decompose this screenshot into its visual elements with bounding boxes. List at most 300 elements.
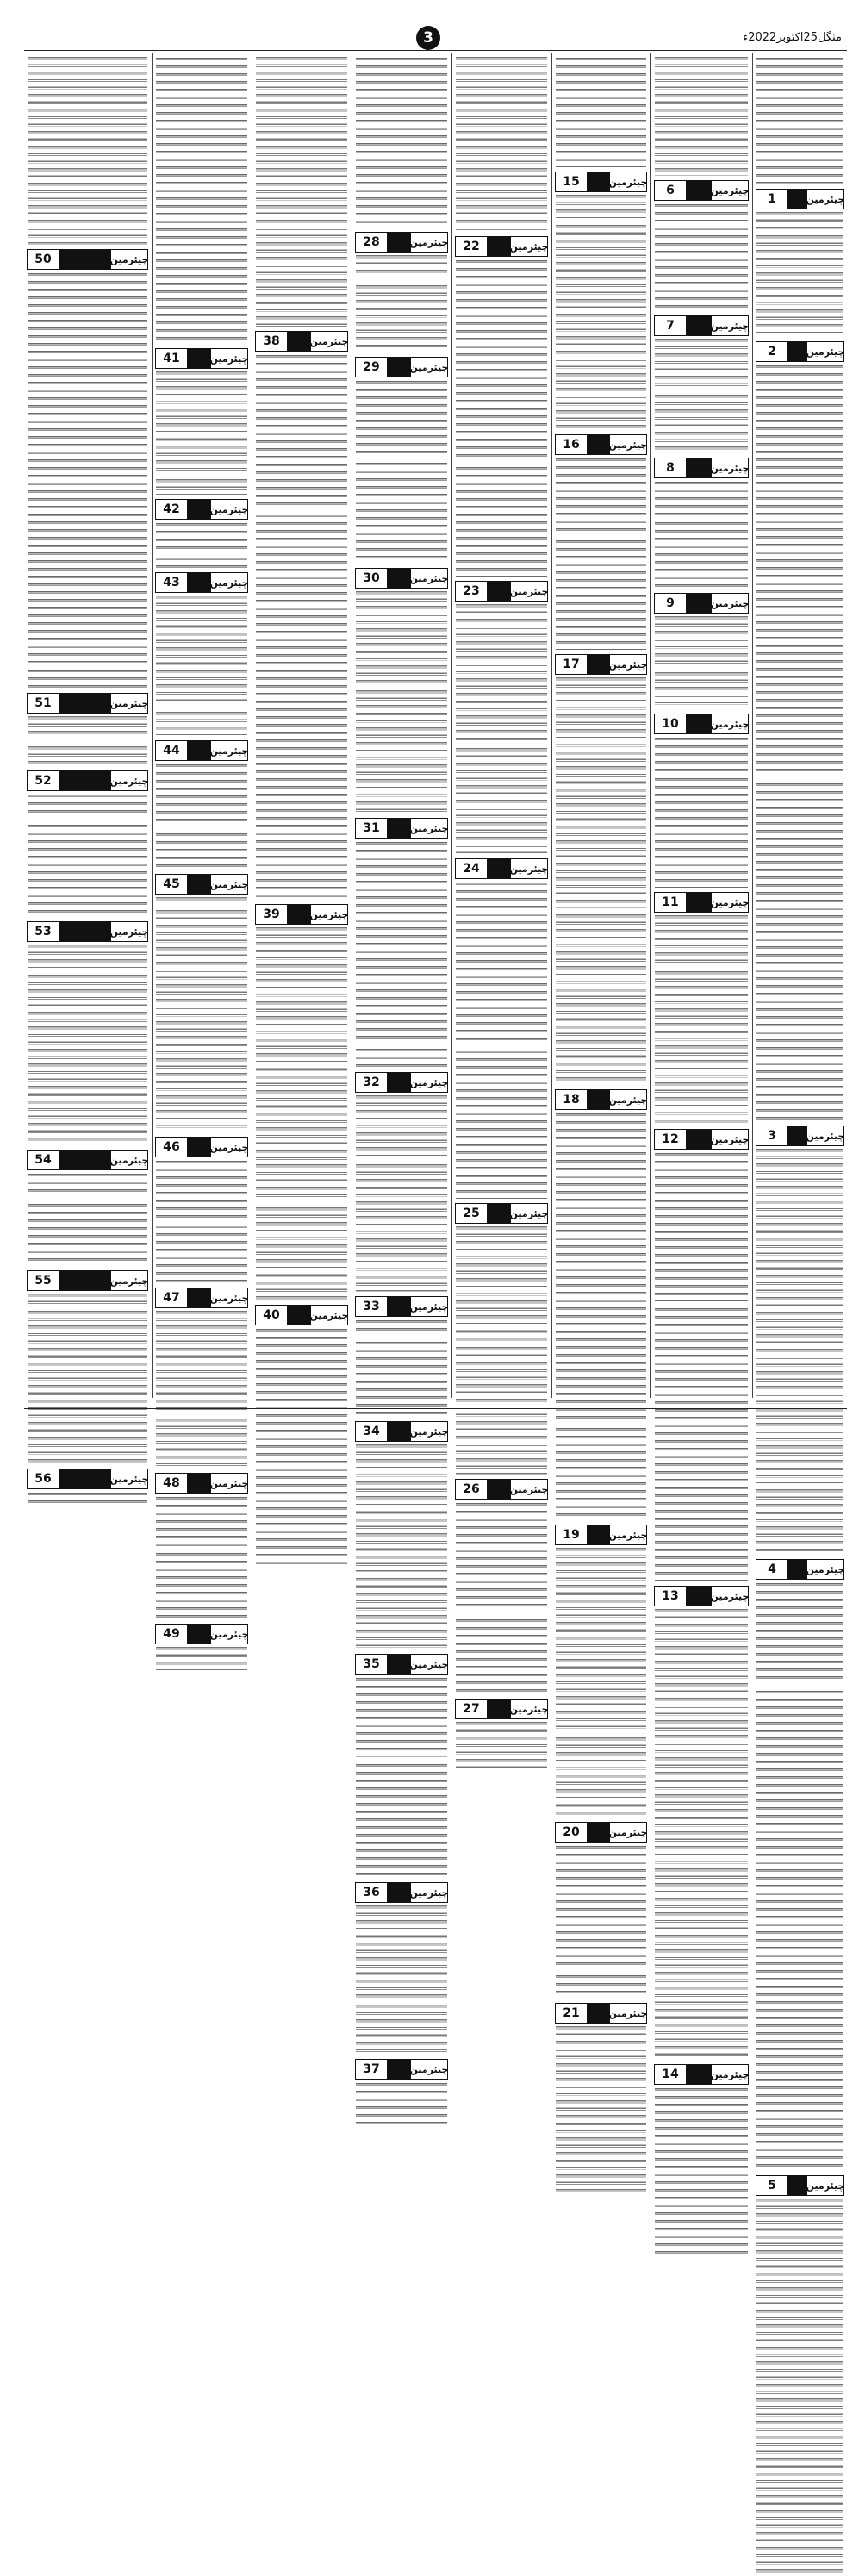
article-text-lines <box>356 689 447 814</box>
article-text-lines <box>756 781 843 1121</box>
listing-number: 14 <box>655 2065 687 2084</box>
listing-header <box>155 1288 248 1308</box>
listing-body-text <box>156 370 247 473</box>
listing-header <box>155 1624 248 1644</box>
listing-black-bar <box>488 237 511 256</box>
listing-header <box>455 236 548 257</box>
listing-header <box>255 1305 348 1325</box>
listing-black-bar <box>687 2065 712 2084</box>
listing-label: چیئرمین <box>409 822 449 834</box>
listing-black-bar <box>687 594 712 613</box>
listing-label: چیئرمین <box>109 253 149 265</box>
listing-body-text <box>156 1158 247 1219</box>
listing-number: 18 <box>556 1090 588 1109</box>
listing-number: 38 <box>256 332 288 351</box>
article-text-lines <box>356 1339 447 1417</box>
article-text-lines <box>456 465 547 577</box>
listing-body-text <box>356 253 447 279</box>
listing-label: چیئرمین <box>309 908 349 920</box>
column-divider <box>752 53 753 1398</box>
listing-number: 25 <box>456 1204 488 1223</box>
listing-number: 27 <box>456 1700 488 1718</box>
listing-label: چیئرمین <box>409 1887 449 1899</box>
listing-label: چیئرمین <box>509 863 549 875</box>
listing-number: 13 <box>655 1587 687 1606</box>
listing-label: چیئرمین <box>608 1826 648 1838</box>
listing-header <box>756 341 844 362</box>
listing-body-text <box>28 714 147 740</box>
listing-black-bar <box>188 1138 211 1157</box>
listing-black-bar <box>588 1090 610 1109</box>
listing-label: چیئرمین <box>409 2063 449 2075</box>
listing-label: چیئرمین <box>509 1703 549 1715</box>
listing-black-bar <box>488 859 511 878</box>
listing-label: چیئرمین <box>608 176 648 188</box>
listing-number: 52 <box>28 771 59 790</box>
column-6 <box>252 52 351 1401</box>
listing-header <box>27 1270 148 1291</box>
article-text-lines <box>655 393 748 453</box>
listing-number: 41 <box>156 349 188 368</box>
listing-black-bar <box>188 349 211 368</box>
listing-number: 31 <box>356 819 388 838</box>
listing-header <box>654 593 749 614</box>
column-divider <box>152 53 153 1398</box>
listing-body-text <box>655 479 748 515</box>
listing-number: 10 <box>655 714 687 733</box>
listing-number: 20 <box>556 1823 588 1842</box>
listing-black-bar <box>59 922 111 941</box>
listing-header <box>654 315 749 336</box>
article-text-lines <box>456 1617 547 1694</box>
article-text-lines <box>655 520 748 589</box>
listing-header <box>654 1129 749 1150</box>
listing-body-text <box>256 352 347 508</box>
listing-label: چیئرمین <box>509 585 549 597</box>
listing-label: چیئرمین <box>509 1483 549 1495</box>
listing-label: چیئرمین <box>608 2007 648 2019</box>
listing-body-text <box>756 1147 843 1483</box>
listing-header <box>455 1479 548 1500</box>
listing-number: 5 <box>756 2176 788 2195</box>
listing-body-text <box>556 456 646 533</box>
listing-body-text <box>556 2024 646 2192</box>
listing-label: چیئرمین <box>710 1590 750 1602</box>
listing-number: 30 <box>356 569 388 588</box>
listing-black-bar <box>488 1700 511 1718</box>
top-rule <box>24 50 847 51</box>
article-text-lines <box>655 55 748 176</box>
article-text-lines <box>756 1688 843 2171</box>
article-text-lines <box>28 1201 147 1266</box>
listing-header <box>555 1089 647 1110</box>
listing-body-text <box>356 1675 447 1757</box>
listing-black-bar <box>188 1625 211 1644</box>
listing-body-text <box>556 193 646 219</box>
column-1 <box>753 52 847 2192</box>
listing-black-bar <box>788 342 807 361</box>
listing-body-text <box>655 914 748 965</box>
listing-number: 37 <box>356 2060 388 2079</box>
listing-body-text <box>28 1292 147 1305</box>
listing-number: 19 <box>556 1525 588 1544</box>
article-text-lines <box>655 970 748 1125</box>
article-text-lines <box>28 745 147 766</box>
listing-label: چیئرمین <box>806 1563 845 1575</box>
listing-label: چیئرمین <box>710 2068 750 2080</box>
listing-header <box>355 1072 448 1093</box>
listing-number: 28 <box>356 233 388 252</box>
listing-black-bar <box>687 1130 712 1149</box>
listing-header <box>355 1654 448 1675</box>
listing-header <box>355 818 448 839</box>
listing-header <box>455 858 548 879</box>
listing-header <box>155 499 248 520</box>
listing-header <box>756 1559 844 1580</box>
listing-number: 17 <box>556 655 588 674</box>
listing-label: چیئرمین <box>608 658 648 671</box>
listing-black-bar <box>388 1655 411 1674</box>
article-text-lines <box>256 1206 347 1300</box>
listing-header <box>654 892 749 913</box>
listing-number: 47 <box>156 1288 188 1307</box>
column-5 <box>352 52 451 2076</box>
listing-header <box>27 693 148 714</box>
article-text-lines <box>655 776 748 888</box>
article-text-lines <box>456 55 547 232</box>
listing-number: 26 <box>456 1480 488 1499</box>
article-text-lines <box>28 55 147 245</box>
article-text-lines <box>356 55 447 228</box>
article-text-lines <box>556 223 646 430</box>
listing-header <box>555 2003 647 2024</box>
listing-header <box>155 874 248 895</box>
listing-body-text <box>655 735 748 771</box>
listing-body-text <box>556 1111 646 1421</box>
listing-label: چیئرمین <box>109 775 149 787</box>
listing-label: چیئرمین <box>109 1473 149 1485</box>
listing-body-text <box>356 1904 447 1999</box>
listing-number: 51 <box>28 694 59 713</box>
article-text-lines <box>156 1417 247 1469</box>
listing-label: چیئرمین <box>109 697 149 709</box>
listing-black-bar <box>388 819 411 838</box>
listing-label: چیئرمین <box>608 1094 648 1106</box>
listing-body-text <box>655 1151 748 1301</box>
listing-black-bar <box>388 1883 411 1902</box>
listing-header <box>27 921 148 942</box>
listing-body-text <box>256 926 347 1201</box>
listing-label: چیئرمین <box>409 572 449 584</box>
listing-body-text <box>356 589 447 684</box>
listing-number: 40 <box>256 1306 288 1325</box>
listing-number: 46 <box>156 1138 188 1157</box>
listing-label: چیئرمین <box>710 718 750 730</box>
listing-body-text <box>28 271 147 663</box>
listing-label: چیئرمین <box>409 1300 449 1313</box>
listing-black-bar <box>687 316 712 335</box>
listing-number: 29 <box>356 358 388 377</box>
listing-body-text <box>556 1843 646 1968</box>
listing-header <box>255 331 348 352</box>
article-text-lines <box>655 1306 748 1581</box>
listing-black-bar <box>588 655 610 674</box>
listing-body-text <box>756 363 843 777</box>
article-text-lines <box>756 1488 843 1555</box>
article-text-lines <box>156 1550 247 1619</box>
listing-number: 22 <box>456 237 488 256</box>
listing-header <box>654 180 749 201</box>
article-text-lines <box>356 1576 447 1650</box>
article-text-lines <box>556 913 646 1085</box>
listing-header <box>654 1586 749 1606</box>
listing-header <box>355 1421 448 1442</box>
listing-number: 36 <box>356 1883 388 1902</box>
listing-black-bar <box>59 1151 111 1169</box>
listing-black-bar <box>288 905 311 924</box>
listing-body-text <box>28 792 147 818</box>
article-text-lines <box>655 1896 748 2060</box>
article-text-lines <box>256 55 347 327</box>
listing-body-text <box>756 210 843 229</box>
listing-label: چیئرمین <box>509 240 549 253</box>
listing-number: 50 <box>28 250 59 269</box>
article-text-lines <box>356 460 447 564</box>
listing-label: چیئرمین <box>710 896 750 908</box>
listing-label: چیئرمین <box>409 236 449 248</box>
listing-label: چیئرمین <box>109 926 149 938</box>
article-text-lines <box>356 1762 447 1878</box>
listing-body-text <box>156 895 247 904</box>
listing-black-bar <box>788 1126 807 1145</box>
listing-body-text <box>28 1490 147 1503</box>
listing-black-bar <box>588 1823 610 1842</box>
column-2 <box>651 52 751 2081</box>
article-text-lines <box>356 1163 447 1292</box>
listing-body-text <box>456 1720 547 1768</box>
listing-label: چیئرمین <box>710 320 750 332</box>
listing-label: چیئرمین <box>209 745 249 757</box>
listing-body-text <box>756 2197 843 2576</box>
listing-body-text <box>156 521 247 551</box>
listing-number: 2 <box>756 342 788 361</box>
listing-label: چیئرمین <box>806 193 845 205</box>
article-text-lines <box>28 667 147 689</box>
listing-body-text <box>456 258 547 460</box>
listing-header <box>654 458 749 478</box>
listing-black-bar <box>488 582 511 601</box>
listing-header <box>355 357 448 377</box>
listing-black-bar <box>788 190 807 209</box>
listing-black-bar <box>388 1297 411 1316</box>
listing-header <box>27 249 148 270</box>
listing-header <box>756 189 844 209</box>
listing-number: 43 <box>156 573 188 592</box>
listing-black-bar <box>687 1587 712 1606</box>
listing-header <box>555 1822 647 1843</box>
listing-black-bar <box>59 771 111 790</box>
article-text-lines <box>655 671 748 709</box>
page-number-badge: 3 <box>416 26 440 50</box>
listing-header <box>155 572 248 593</box>
listing-black-bar <box>388 569 411 588</box>
listing-label: چیئرمین <box>608 1529 648 1541</box>
listing-number: 9 <box>655 594 687 613</box>
column-3 <box>552 52 650 2020</box>
listing-label: چیئرمین <box>109 1154 149 1166</box>
listing-black-bar <box>59 250 111 269</box>
article-text-lines <box>456 1345 547 1475</box>
listing-black-bar <box>188 573 211 592</box>
listing-number: 55 <box>28 1271 59 1290</box>
listing-header <box>155 348 248 369</box>
listing-header <box>455 1699 548 1719</box>
article-text-lines <box>556 538 646 650</box>
listing-black-bar <box>59 1271 111 1290</box>
listing-label: چیئرمین <box>806 346 845 358</box>
article-text-lines <box>556 1425 646 1520</box>
listing-body-text <box>156 762 247 826</box>
article-text-lines <box>356 1046 447 1068</box>
listing-label: چیئرمین <box>409 1076 449 1088</box>
listing-header <box>455 1203 548 1224</box>
listing-number: 24 <box>456 859 488 878</box>
listing-header <box>654 714 749 734</box>
listing-number: 1 <box>756 190 788 209</box>
listing-black-bar <box>288 1306 311 1325</box>
listing-body-text <box>756 1581 843 1684</box>
listing-black-bar <box>59 1469 111 1488</box>
article-text-lines <box>556 1736 646 1818</box>
listing-number: 44 <box>156 741 188 760</box>
listing-label: چیئرمین <box>309 1309 349 1321</box>
listing-black-bar <box>188 500 211 519</box>
listing-number: 56 <box>28 1469 59 1488</box>
listing-header <box>355 1296 448 1317</box>
listing-black-bar <box>687 458 712 477</box>
article-text-lines <box>156 55 247 344</box>
listing-label: چیئرمین <box>409 1425 449 1438</box>
listing-number: 8 <box>655 458 687 477</box>
listing-black-bar <box>488 1480 511 1499</box>
listing-number: 7 <box>655 316 687 335</box>
listing-header <box>355 232 448 253</box>
listing-label: چیئرمین <box>806 1130 845 1142</box>
listing-label: چیئرمین <box>209 1477 249 1489</box>
article-text-lines <box>156 710 247 736</box>
listing-body-text <box>156 1494 247 1546</box>
listing-body-text <box>356 1094 447 1158</box>
listing-body-text <box>655 2086 748 2258</box>
listing-body-text <box>256 1326 347 1568</box>
listing-body-text <box>356 1443 447 1572</box>
listing-header <box>27 1150 148 1170</box>
listing-label: چیئرمین <box>806 2180 845 2192</box>
article-text-lines <box>756 234 843 337</box>
listing-black-bar <box>388 1422 411 1441</box>
column-7 <box>153 52 251 1641</box>
listing-number: 54 <box>28 1151 59 1169</box>
column-divider <box>551 53 552 1398</box>
listing-black-bar <box>588 2004 610 2023</box>
listing-body-text <box>556 676 646 908</box>
listing-black-bar <box>388 1073 411 1092</box>
listing-body-text <box>28 1171 147 1197</box>
listing-body-text <box>556 1546 646 1731</box>
article-text-lines <box>356 284 447 352</box>
column-divider <box>650 53 651 1398</box>
listing-number: 48 <box>156 1474 188 1493</box>
bottom-rule <box>24 1408 847 1409</box>
listing-body-text <box>356 1318 447 1335</box>
article-text-lines <box>156 555 247 568</box>
listing-header <box>455 581 548 602</box>
listing-label: چیئرمین <box>608 439 648 451</box>
listing-header <box>756 1126 844 1146</box>
listing-body-text <box>456 602 547 742</box>
article-text-lines <box>756 55 843 184</box>
listing-body-text <box>356 2080 447 2128</box>
listing-label: چیئرمین <box>109 1275 149 1287</box>
listing-black-bar <box>788 2176 807 2195</box>
listing-body-text <box>356 839 447 1042</box>
listing-number: 21 <box>556 2004 588 2023</box>
listing-label: چیئرمین <box>209 1292 249 1304</box>
issue-date: منگل25اکتوبر2022ء <box>743 31 842 44</box>
listing-body-text <box>456 880 547 1044</box>
listing-black-bar <box>388 2060 411 2079</box>
listing-body-text <box>156 1645 247 1671</box>
listing-black-bar <box>188 875 211 894</box>
listing-black-bar <box>687 181 712 200</box>
article-text-lines <box>28 1309 147 1464</box>
listing-label: چیئرمین <box>509 1207 549 1219</box>
listing-body-text <box>456 1500 547 1612</box>
article-text-lines <box>556 1973 646 1999</box>
listing-number: 33 <box>356 1297 388 1316</box>
listing-header <box>155 1137 248 1157</box>
listing-header <box>155 740 248 761</box>
listing-number: 35 <box>356 1655 388 1674</box>
listing-black-bar <box>388 358 411 377</box>
article-text-lines <box>156 477 247 495</box>
classified-page-body <box>24 52 847 2192</box>
listing-label: چیئرمین <box>409 361 449 373</box>
article-text-lines <box>256 512 347 900</box>
listing-label: چیئرمین <box>710 1133 750 1145</box>
listing-label: چیئرمین <box>209 878 249 890</box>
listing-header <box>654 2064 749 2085</box>
page-header <box>0 0 859 45</box>
listing-body-text <box>655 337 748 389</box>
listing-header <box>255 904 348 925</box>
listing-label: چیئرمین <box>710 462 750 474</box>
listing-header <box>155 1473 248 1494</box>
listing-black-bar <box>588 435 610 454</box>
article-text-lines <box>156 1223 247 1283</box>
listing-number: 39 <box>256 905 288 924</box>
listing-body-text <box>456 1225 547 1341</box>
listing-header <box>555 434 647 455</box>
listing-label: چیئرمین <box>710 597 750 609</box>
listing-label: چیئرمین <box>209 577 249 589</box>
listing-body-text <box>156 594 247 706</box>
listing-black-bar <box>588 172 610 191</box>
listing-black-bar <box>588 1525 610 1544</box>
listing-number: 23 <box>456 582 488 601</box>
listing-number: 42 <box>156 500 188 519</box>
listing-header <box>555 172 647 192</box>
